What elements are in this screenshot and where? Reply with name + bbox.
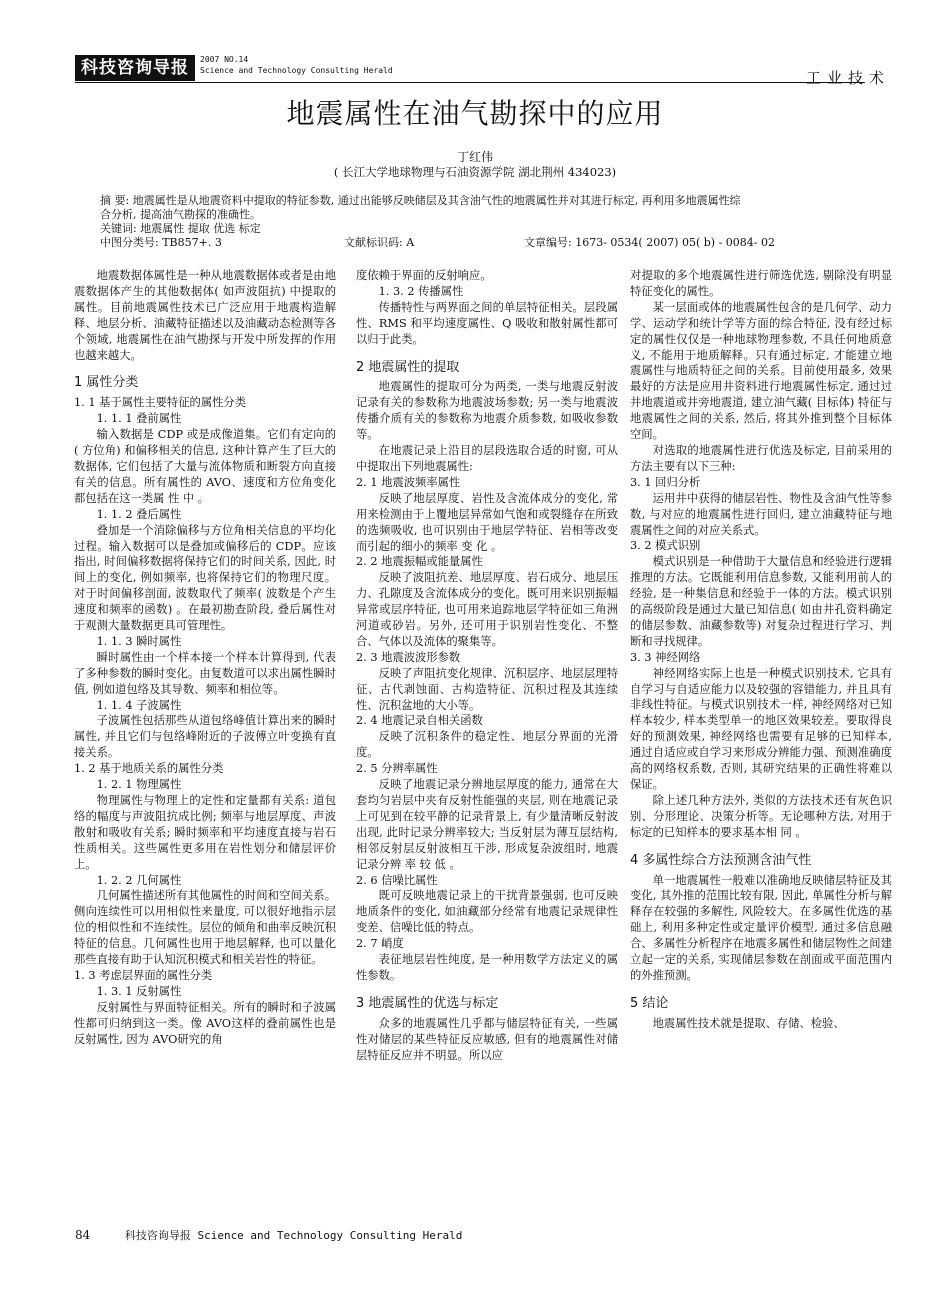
masthead bbox=[75, 55, 890, 87]
body-column-3 bbox=[630, 268, 892, 1032]
paragraph: 某一层面或体的地震属性包含的是几何学、动力学、运动学和统计学等方面的综合特征, 没有经过标定的属性仅仅是一种地球物理参数, 不具任何地质意义, 不能用于地质解释。只有通过标定, 才能建立地震属性与地质特征之间的关系。目前使用最多, 效果最好的方法是应用井资料进行地震属性标定, 通过过井地震道或井旁地震道, 建立油气藏( 目标体) 特征与地震属性之间的关系, 然后, 将其外推到整个目标体空间。 bbox=[630, 300, 892, 442]
paragraph: 反映了声阻抗变化规律、沉积层序、地层层理特征、古代剥蚀面、古构造特征、沉积过程及其连续性、沉积盆地的大小等。 bbox=[356, 666, 618, 712]
article-number: 文章编号: 1673- 0534( 2007) 05( b) - 0084- 02 bbox=[524, 236, 776, 249]
paragraph: 度依赖于界面的反射响应。 bbox=[356, 269, 492, 282]
paragraph: 地震属性的提取可分为两类, 一类与地震反射波记录有关的参数称为地震波场参数; 另一类与地震波传播介质有关的参数称为地震介质参数, 如吸收参数等。 bbox=[356, 380, 618, 442]
section-heading: 4 多属性综合方法预测含油气性 bbox=[630, 852, 812, 868]
paragraph: 反映了地震记录分辨地层厚度的能力, 通常在大套均匀岩层中夹有反射性能强的夹层, 则在地震记录上可见到在较平静的记录背景上, 有少量清晰反射波出现, 此时记录分辨率较大; 当反射层为薄互层结构, 相邻反射层反射波相互干涉, 形成复杂波组时, 地震记录分辨 率 较 低 。 bbox=[356, 778, 618, 871]
paragraph: 几何属性描述所有其他属性的时间和空间关系。侧向连续性可以用相似性来量度, 可以很好地指示层位的相似性和不连续性。层位的倾角和曲率反映沉积特征的信息。几何属性也用于地层解释, 也可以量化那些直接有助于认知沉积模式和相关岩性的特征。 bbox=[74, 889, 336, 967]
subsection-heading: 2. 5 分辨率属性 bbox=[356, 762, 438, 776]
paragraph: 输入数据是 CDP 或是成像道集。它们有定向的( 方位角) 和偏移相关的信息, 这种计算产生了巨大的数据体, 它们包括了大量与流体物质和断裂方向直接有关的信息。所有属性的 AVO、速度和方位角变化都包括在这一类属 性 中 。 bbox=[74, 428, 336, 505]
author-affiliation: ( 长江大学地球物理与石油资源学院 湖北荆州 434023) bbox=[333, 165, 617, 179]
paragraph: 既可反映地震记录上的干扰背景强弱, 也可反映地质条件的变化, 如油藏部分经常有地震记录规律性变差、信噪比低的特点。 bbox=[356, 889, 618, 935]
article-author: 丁红伟 bbox=[456, 150, 493, 164]
subsection-heading: 1. 1 基于属性主要特征的属性分类 bbox=[74, 396, 247, 410]
paragraph: 对提取的多个地震属性进行筛选优选, 剔除没有明显特征变化的属性。 bbox=[630, 269, 892, 298]
paragraph: 在地震记录上沿目的层段选取合适的时窗, 可从中提取出下列地震属性: bbox=[356, 444, 618, 473]
subsection-heading: 2. 4 地震记录自相关函数 bbox=[356, 714, 483, 728]
paragraph: 反映了地层厚度、岩性及含流体成分的变化, 常用来检测由于上覆地层异常如气饱和或裂缝存在所致的选频吸收, 也可识别由于地层学特征、岩相等改变而引起的细小的频率 变 化 。 bbox=[356, 491, 618, 553]
article-title: 地震属性在油气勘探中的应用 bbox=[286, 97, 664, 130]
section-heading: 1 属性分类 bbox=[74, 375, 139, 391]
paragraph: 单一地震属性一般难以准确地反映储层特征及其变化, 其外推的范围比较有限, 因此, 单属性分析与解释存在较强的多解性, 风险较大。在多属性优选的基础上, 利用多种定性或定量评价模型, 通过多信息融合、多属性分析程序在地震多属性和储层物性之间建立起一定的关系, 实现储层参数在剖面或平面范围内的外推预测。 bbox=[630, 873, 892, 982]
subsection-heading: 2. 6 信噪比属性 bbox=[356, 873, 438, 887]
paragraph: 模式识别是一种借助于大量信息和经验进行逻辑推理的方法。它既能利用信息参数, 又能利用前人的经验, 是一种集信息和经验于一体的方法。模式识别的高级阶段是通过大量已知信息( 如由井孔资料确定的储层参数、油藏参数等) 对复杂过程进行学习、判断和寻找规律。 bbox=[630, 555, 892, 648]
section-heading: 2 地震属性的提取 bbox=[356, 359, 460, 375]
subsection-heading: 2. 2 地震振幅或能量属性 bbox=[356, 555, 483, 569]
journal-english-name: Science and Technology Consulting Herald bbox=[200, 66, 393, 75]
subsubsection-heading: 1. 2. 2 几何属性 bbox=[96, 873, 182, 887]
page-number: 84 bbox=[75, 1228, 91, 1242]
paragraph: 表征地层岩性纯度, 是一种用数学方法定义的属性参数。 bbox=[356, 953, 618, 982]
paragraph: 反射属性与界面特征相关。所有的瞬时和子波属性都可归纳到这一类。像 AVO这样的叠前属性也是反射属性, 因为 AVO研究的角 bbox=[74, 1000, 336, 1046]
subsubsection-heading: 1. 3. 2 传播属性 bbox=[378, 284, 464, 298]
paragraph: 反映了波阻抗差、地层厚度、岩石成分、地层压力、孔隙度及含流体成分的变化。既可用来识别振幅异常或层序特征, 也可用来追踪地层学特征如三角洲河道或砂岩。另外, 还可用于识别岩性变化、不整合、气体以及流体的聚集等。 bbox=[356, 571, 618, 648]
section-label: 工业技术 bbox=[805, 69, 890, 87]
paragraph: 众多的地震属性几乎都与储层特征有关, 一些属性对储层的某些特征反应敏感, 但有的地震属性对储层特征反应并不明显。所以应 bbox=[356, 1016, 618, 1062]
section-heading: 5 结论 bbox=[630, 995, 669, 1011]
section-heading: 3 地震属性的优选与标定 bbox=[356, 995, 499, 1011]
body-column-2 bbox=[356, 268, 618, 1064]
subsection-heading: 1. 2 基于地质关系的属性分类 bbox=[74, 762, 224, 776]
subsubsection-heading: 1. 1. 1 叠前属性 bbox=[96, 412, 182, 426]
subsubsection-heading: 1. 1. 2 叠后属性 bbox=[96, 507, 182, 521]
paragraph: 除上述几种方法外, 类似的方法技术还有灰色识别、分形理论、决策分析等。无论哪种方法, 对用于标定的已知样本的要求基本相 同 。 bbox=[630, 793, 892, 839]
subsection-heading: 2. 7 峭度 bbox=[356, 937, 404, 951]
paragraph: 物理属性与物理上的定性和定量都有关系: 道包络的幅度与声波阻抗成比例; 频率与地层厚度、声波散射和吸收有关系; 瞬时频率和平均速度直接与岩石性质相关。这些属性更多用在岩性划分和储层评价上。 bbox=[74, 794, 336, 871]
subsubsection-heading: 1. 1. 3 瞬时属性 bbox=[96, 634, 182, 648]
clc-number: 中图分类号: TB857+. 3 bbox=[100, 236, 222, 249]
subsection-heading: 2. 1 地震波频率属性 bbox=[356, 475, 461, 489]
paragraph: 传播特性与两界面之间的单层特征相关。层段属性、RMS 和平均速度属性、Q 吸收和散射属性都可以归于此类。 bbox=[356, 300, 618, 346]
subsubsection-heading: 1. 3. 1 反射属性 bbox=[96, 984, 182, 998]
classification-row bbox=[100, 236, 880, 250]
issue-info bbox=[200, 54, 393, 76]
footer-journal-name: 科技咨询导报 Science and Technology Consulting Herald bbox=[124, 1229, 463, 1242]
subsubsection-heading: 1. 1. 4 子波属性 bbox=[96, 698, 182, 712]
subsection-heading: 2. 3 地震波波形参数 bbox=[356, 650, 461, 664]
paragraph: 地震属性技术就是提取、存储、检验、 bbox=[652, 1016, 845, 1030]
journal-logo: 科技咨询导报 bbox=[75, 55, 195, 81]
paragraph: 神经网络实际上也是一种模式识别技术, 它具有自学习与自适应能力以及较强的容错能力, 并且具有非线性特征。与模式识别技术一样, 神经网络对已知样本较少, 样本类型单一的地区效果较差。要取得良好的预测效果, 神经网络也需要有足够的已知样本, 通过自适应或自学习来形成分辨能力强、预测准确度高的网络权系数, 否则, 其研究结果的正确性将难以保证。 bbox=[630, 666, 892, 791]
abstract-line-1: 摘 要: 地震属性是从地震资料中提取的特征参数, 通过出能够反映储层及其含油气性的地震属性并对其进行标定, 再利用多地震属性综 bbox=[100, 194, 741, 207]
paragraph: 子波属性包括那些从道包络峰值计算出来的瞬时属性, 并且它们与包络峰附近的子波傅立叶变换有直接关系。 bbox=[74, 714, 336, 760]
paragraph: 运用井中获得的储层岩性、物性及含油气性等参数, 与对应的地震属性进行回归, 建立油藏特征与地震属性之间的对应关系式。 bbox=[630, 491, 892, 537]
header-rule bbox=[75, 82, 865, 83]
abstract-line-2: 合分析, 提高油气勘探的准确性。 bbox=[100, 208, 261, 221]
subsection-heading: 1. 3 考虑层界面的属性分类 bbox=[74, 968, 213, 982]
body-column-1 bbox=[74, 268, 336, 1048]
paragraph: 反映了沉积条件的稳定性、地层分界面的光滑度。 bbox=[356, 730, 618, 760]
page-footer bbox=[75, 1227, 462, 1243]
subsubsection-heading: 1. 2. 1 物理属性 bbox=[96, 778, 182, 792]
paragraph: 对选取的地震属性进行优选及标定, 目前采用的方法主要有以下三种: bbox=[630, 443, 892, 473]
subsection-heading: 3. 3 神经网络 bbox=[630, 650, 701, 664]
abstract-block bbox=[100, 194, 880, 250]
subsection-heading: 3. 1 回归分析 bbox=[630, 475, 701, 489]
document-code: 文献标识码: A bbox=[344, 236, 415, 249]
paragraph: 叠加是一个消除偏移与方位角相关信息的平均化过程。输入数据可以是叠加或偏移后的 CDP。应该指出, 时间偏移数据将保持它们的时间关系, 因此, 时间上的变化, 例如频率, 也将保持它们的物理尺度。对于时间偏移剖面, 波数取代了频率( 波数是个产生速度和频率的函数) 。在最初勘查阶段, 叠后属性对于观测大量数据更具可管理性。 bbox=[74, 523, 336, 633]
paragraph: 瞬时属性由一个样本接一个样本计算得到, 代表了多种参数的瞬时变化。由复数道可以求出属性瞬时值, 例如道包络及其导数、频率和相位等。 bbox=[74, 650, 336, 696]
subsection-heading: 3. 2 模式识别 bbox=[630, 539, 701, 553]
keywords: 关键词: 地震属性 提取 优选 标定 bbox=[100, 222, 261, 235]
issue-number: 2007 NO.14 bbox=[200, 55, 249, 64]
paragraph: 地震数据体属性是一种从地震数据体或者是由地震数据体产生的其他数据体( 如声波阻抗) 中提取的属性。目前地震属性技术已广泛应用于地震构造解释、地层分析、油藏特征描述以及油藏动态检测等各个领域, 地震属性在油气勘探与开发中所发挥的作用也越来越大。 bbox=[74, 269, 336, 362]
